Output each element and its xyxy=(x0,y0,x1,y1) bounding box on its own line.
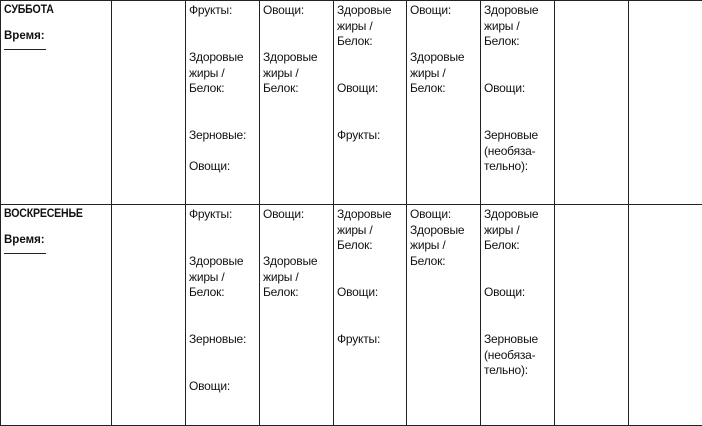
meal-cell[interactable] xyxy=(260,205,334,426)
day-row-saturday xyxy=(1,1,702,205)
food-group-label: Овощи: xyxy=(263,3,330,19)
day-row-sunday xyxy=(1,205,702,426)
time-write-line xyxy=(4,253,46,254)
time-label: Время: xyxy=(4,233,108,248)
food-group-label: Здоровые жиры / Белок: xyxy=(189,254,256,301)
food-group-label: Зерновые (необяза- тельно): xyxy=(484,332,551,379)
food-group-label: Фрукты: xyxy=(337,332,403,348)
notes-cell[interactable] xyxy=(555,205,629,426)
food-group-label: Овощи: xyxy=(410,3,477,19)
time-write-line xyxy=(4,49,46,50)
food-group-label: Здоровые жиры / Белок: xyxy=(337,207,403,254)
food-group-label: Здоровые жиры / Белок: xyxy=(484,207,551,254)
meal-cell[interactable] xyxy=(481,1,555,205)
food-group-label: Здоровые жиры / Белок: xyxy=(263,50,330,97)
food-group-label: Овощи: xyxy=(263,207,330,223)
food-group-label: Зерновые (необяза- тельно): xyxy=(484,128,551,175)
food-group-label: Овощи: Здоровые жиры / Белок: xyxy=(410,207,477,269)
food-group-label: Фрукты: xyxy=(337,128,403,144)
food-group-label: Здоровые жиры / Белок: xyxy=(263,254,330,301)
notes-cell[interactable] xyxy=(112,205,186,426)
day-cell xyxy=(1,1,112,205)
meal-cell[interactable] xyxy=(186,1,260,205)
meal-cell[interactable] xyxy=(334,205,407,426)
food-group-label: Овощи: xyxy=(337,285,403,301)
meal-cell[interactable] xyxy=(186,205,260,426)
food-group-label: Фрукты: xyxy=(189,207,256,223)
food-group-label: Здоровые жиры / Белок: xyxy=(484,3,551,50)
meal-cell[interactable] xyxy=(260,1,334,205)
food-group-label: Зерновые: xyxy=(189,128,256,144)
meal-cell[interactable] xyxy=(481,205,555,426)
food-group-label: Овощи: xyxy=(337,81,403,97)
notes-cell[interactable] xyxy=(629,205,702,426)
notes-cell[interactable] xyxy=(112,1,186,205)
food-group-label: Здоровые жиры / Белок: xyxy=(189,50,256,97)
food-group-label: Здоровые жиры / Белок: xyxy=(410,50,477,97)
day-name: ВОСКРЕСЕНЬЕ xyxy=(4,207,100,222)
meal-cell[interactable] xyxy=(407,205,481,426)
food-group-label: Здоровые жиры / Белок: xyxy=(337,3,403,50)
notes-cell[interactable] xyxy=(555,1,629,205)
meal-cell[interactable] xyxy=(407,1,481,205)
day-cell xyxy=(1,205,112,426)
food-group-label: Овощи: xyxy=(484,81,551,97)
day-name: СУББОТА xyxy=(4,3,100,18)
notes-cell[interactable] xyxy=(629,1,702,205)
food-group-label: Зерновые: xyxy=(189,332,256,348)
food-group-label: Фрукты: xyxy=(189,3,256,19)
food-group-label: Овощи: xyxy=(189,379,256,395)
time-label: Время: xyxy=(4,29,108,44)
meal-cell[interactable] xyxy=(334,1,407,205)
food-group-label: Овощи: xyxy=(189,159,256,175)
food-group-label: Овощи: xyxy=(484,285,551,301)
